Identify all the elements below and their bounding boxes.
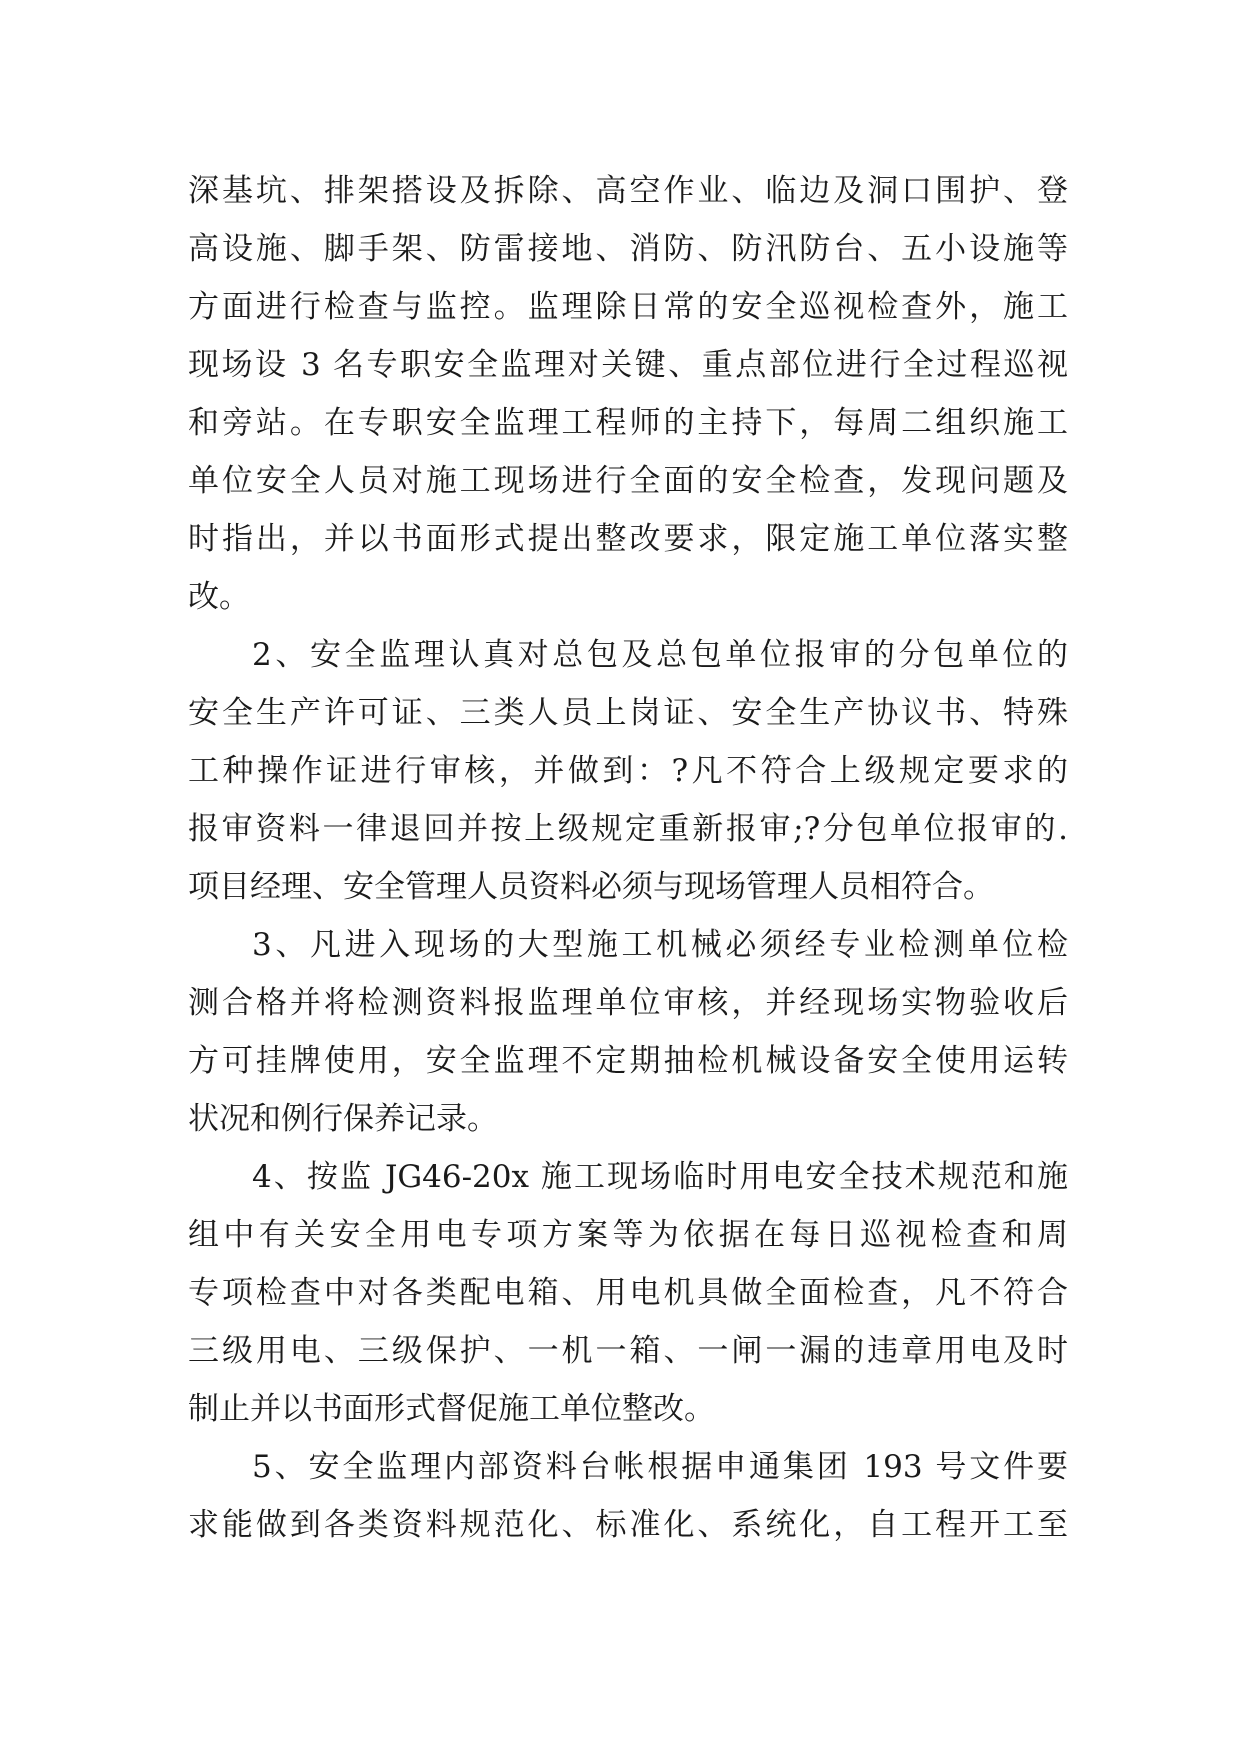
text-line: 时指出，并以书面形式提出整改要求，限定施工单位落实整	[188, 521, 1068, 557]
text-line: 和旁站。在专职安全监理工程师的主持下，每周二组织施工	[188, 405, 1068, 441]
text-line: 2、安全监理认真对总包及总包单位报审的分包单位的	[252, 637, 1068, 673]
text-line: 单位安全人员对施工现场进行全面的安全检查，发现问题及	[188, 463, 1068, 499]
text-line: 项目经理、安全管理人员资料必须与现场管理人员相符合。	[188, 869, 994, 905]
body-text	[188, 162, 1068, 1554]
text-line: 安全生产许可证、三类人员上岗证、安全生产协议书、特殊	[188, 695, 1068, 731]
text-line: 改。	[188, 579, 250, 615]
text-line: 4、按监 JG46-20x 施工现场临时用电安全技术规范和施	[252, 1159, 1068, 1195]
text-line: 求能做到各类资料规范化、标准化、系统化，自工程开工至	[188, 1507, 1068, 1543]
text-line: 测合格并将检测资料报监理单位审核，并经现场实物验收后	[188, 985, 1068, 1021]
text-line: 报审资料一律退回并按上级规定重新报审;?分包单位报审的.	[188, 811, 1068, 847]
text-line: 高设施、脚手架、防雷接地、消防、防汛防台、五小设施等	[188, 231, 1068, 267]
text-line: 5、安全监理内部资料台帐根据申通集团 193 号文件要	[252, 1449, 1068, 1485]
text-line: 3、凡进入现场的大型施工机械必须经专业检测单位检	[252, 927, 1068, 963]
text-line: 专项检查中对各类配电箱、用电机具做全面检查，凡不符合	[188, 1275, 1068, 1311]
text-line: 方可挂牌使用，安全监理不定期抽检机械设备安全使用运转	[188, 1043, 1068, 1079]
text-line: 现场设 3 名专职安全监理对关键、重点部位进行全过程巡视	[188, 347, 1068, 383]
text-line: 组中有关安全用电专项方案等为依据在每日巡视检查和周	[188, 1217, 1068, 1253]
text-line: 方面进行检查与监控。监理除日常的安全巡视检查外，施工	[188, 289, 1068, 325]
text-line: 三级用电、三级保护、一机一箱、一闸一漏的违章用电及时	[188, 1333, 1068, 1369]
text-line: 制止并以书面形式督促施工单位整改。	[188, 1391, 715, 1427]
text-line: 工种操作证进行审核，并做到：?凡不符合上级规定要求的	[188, 753, 1068, 789]
text-line: 深基坑、排架搭设及拆除、高空作业、临边及洞口围护、登	[188, 173, 1068, 209]
text-line: 状况和例行保养记录。	[188, 1101, 498, 1137]
